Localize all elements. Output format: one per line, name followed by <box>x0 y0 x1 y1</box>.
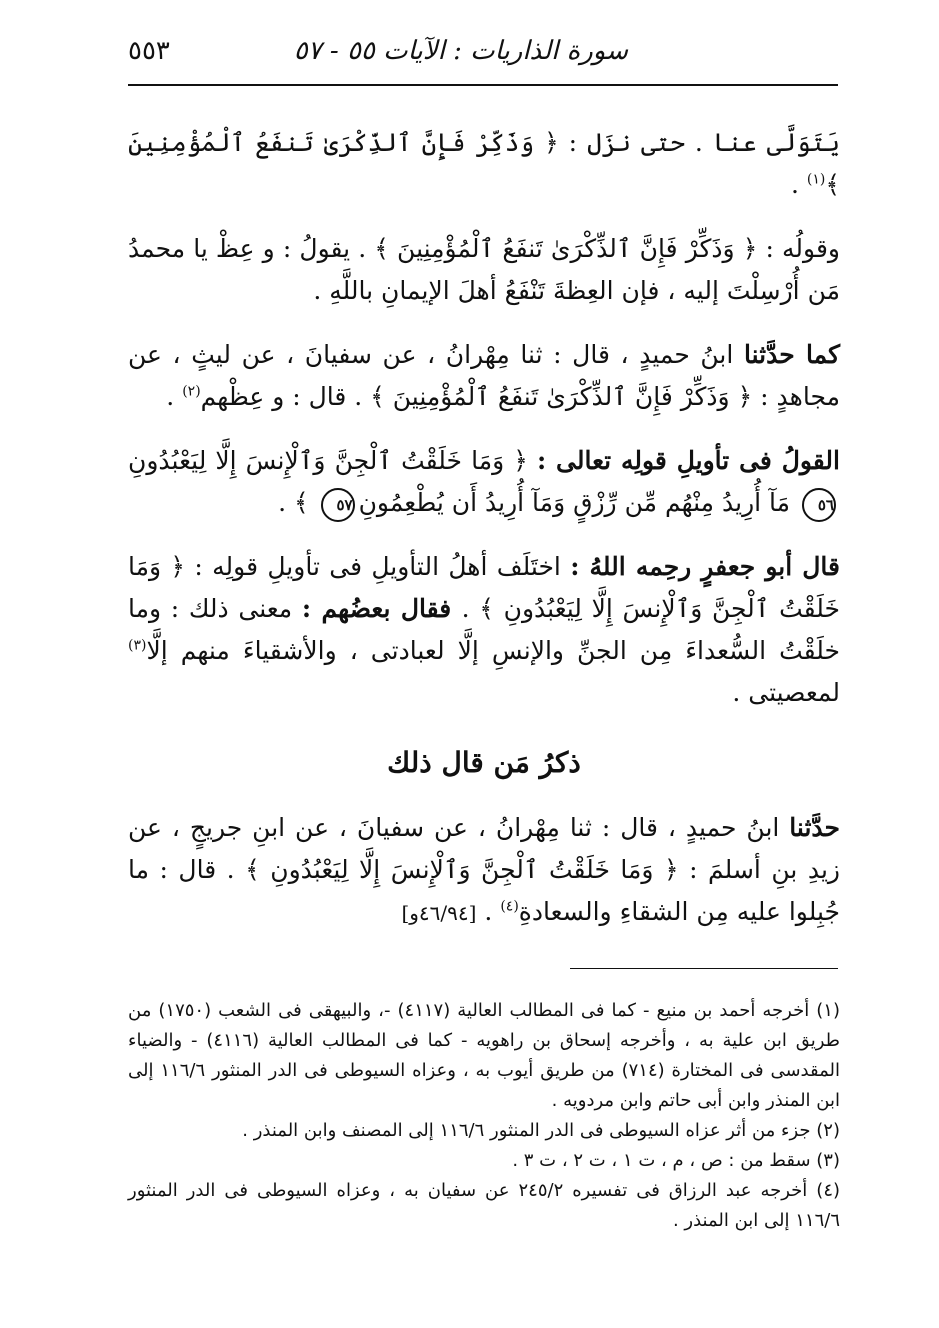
verse-text-56: ﴿ وَمَا خَلَقْتُ ٱلْجِنَّ وَٱلْإِنسَ إِلَّا لِيَعْبُدُونِ <box>128 446 537 475</box>
paragraph-6 <box>128 807 840 934</box>
page-number: ٥٥٣ <box>128 36 170 66</box>
footnotes <box>128 996 840 1236</box>
footnote-divider <box>570 968 838 969</box>
footnote-ref-1: (١) <box>806 171 826 188</box>
author-lead: قال أبو جعفرٍ رحِمه اللهُ : <box>570 552 840 581</box>
footnote-ref-4: (٤) <box>500 898 519 915</box>
section-heading: ذكرُ مَن قال ذلك <box>387 746 581 779</box>
verse-text-57: مَآ أُرِيدُ مِنْهُم مِّن رِّزْقٍ وَمَآ أُرِيدُ أَن يُطْعِمُونِ <box>358 488 798 517</box>
paragraph-4-end: ﴾ . <box>278 488 317 517</box>
footnote-2: (٢) جزء من أثر عزاه السيوطى فى الدر المنثور ١١٦/٦ إلى المصنف وابن المنذر . <box>242 1120 840 1141</box>
paragraph-3-end: . <box>166 382 183 411</box>
paragraph-5-text-a: اختَلَف أهلُ التأويلِ فى تأويلِ قولِه : ﴿ وَمَا خَلَقْتُ ٱلْجِنَّ وَٱلْإِنسَ إِلَّا لِيَعْبُدُونِ ﴾ . <box>128 552 841 623</box>
manuscript-folio-marker: [٤٦/٩٤و] <box>401 901 477 925</box>
paragraph-5-end: لمعصيتى . <box>732 678 840 707</box>
paragraph-5-text-b: معنى ذلك : وما خلَقْتُ السُّعداءَ مِن الجنِّ والإنسِ إلَّا لعبادتى ، والأشقياءَ منهم إلَّا <box>128 594 840 665</box>
paragraph-3 <box>128 334 840 418</box>
footnote-1: (١) أخرجه أحمد بن منيع - كما فى المطالب العالية (٤١١٧) -، والبيهقى فى الشعب (١٧٥٠) من طريق ابن علية به ، وأخرجه إسحاق بن راهويه - كما فى المطالب العالية (٤١١٦) - والضياء المقدسى فى المختارة (٧١٤) من طريق أيوب به ، وعزاه السيوطى فى الدر المنثور ١١٦/٦ إلى ابن المنذر وابن أبى حاتم وابن مردويه . <box>128 1000 841 1111</box>
paragraph-5 <box>128 546 840 714</box>
some-said-lead: فقال بعضُهم : <box>301 594 462 623</box>
tafsir-heading-lead: القولُ فى تأويلِ قولِه تعالى : <box>536 446 840 475</box>
paragraph-6-end: . <box>484 897 501 926</box>
footnote-ref-3: (٣) <box>128 637 147 654</box>
paragraph-2-text: وقولُه : ﴿ وَذَكِّرْ فَإِنَّ ٱلذِّكْرَىٰ تَنفَعُ ٱلْمُؤْمِنِينَ ﴾ . يقولُ : و عِظْ يا محمدُ مَن أُرْسِلْتَ إليه ، فإن العِظةَ تَنْفَعُ أهلَ الإيمانِ باللَّهِ . <box>128 234 840 305</box>
paragraph-1-end: . <box>790 170 807 199</box>
page-header <box>128 28 838 86</box>
paragraph-3-text: ابنُ حميدٍ ، قال : ثنا مِهْرانُ ، عن سفيانَ ، عن ليثٍ ، عن مجاهدٍ : ﴿ وَذَكِّرْ فَإِنَّ ٱلذِّكْرَىٰ تَنفَعُ ٱلْمُؤْمِنِينَ ﴾ . قال : و عِظْهم <box>128 340 840 411</box>
narration-lead-2: حدَّثنا <box>789 813 840 842</box>
footnote-ref-2: (٢) <box>182 383 201 400</box>
paragraph-2 <box>128 228 840 312</box>
verse-number-56-marker: ٥٦ <box>802 488 836 522</box>
footnote-3: (٣) سقط من : ص ، م ، ت ١ ، ت ٢ ، ت ٣ . <box>512 1150 840 1171</box>
paragraph-4 <box>128 440 840 524</box>
paragraph-1 <box>128 122 840 206</box>
verse-number-57-marker: ٥٧ <box>321 488 355 522</box>
main-text <box>128 104 840 956</box>
narration-lead: كما حدَّثنا <box>743 340 840 369</box>
paragraph-1-text: يَتَوَلَّى عنا . حتى نزَل : ﴿ وَذَكِّرْ فَإِنَّ ٱلذِّكْرَىٰ تَنفَعُ ٱلْمُؤْمِنِينَ ﴾ <box>128 128 840 199</box>
footnote-4: (٤) أخرجه عبد الرزاق فى تفسيره ٢٤٥/٢ عن سفيان به ، وعزاه السيوطى فى الدر المنثور ١١٦/٦ إلى ابن المنذر . <box>128 1180 841 1231</box>
running-title: سورة الذاريات : الآيات ٥٥ - ٥٧ <box>293 36 628 66</box>
paragraph-6-text: ابنُ حميدٍ ، قال : ثنا مِهْرانُ ، عن سفيانَ ، عن ابنِ جريجٍ ، عن زيدِ بنِ أسلمَ : ﴿ وَمَا خَلَقْتُ ٱلْجِنَّ وَٱلْإِنسَ إِلَّا لِيَعْبُدُونِ ﴾ . قال : ما جُبِلوا عليه مِن الشقاءِ والسعادةِ <box>128 813 840 926</box>
